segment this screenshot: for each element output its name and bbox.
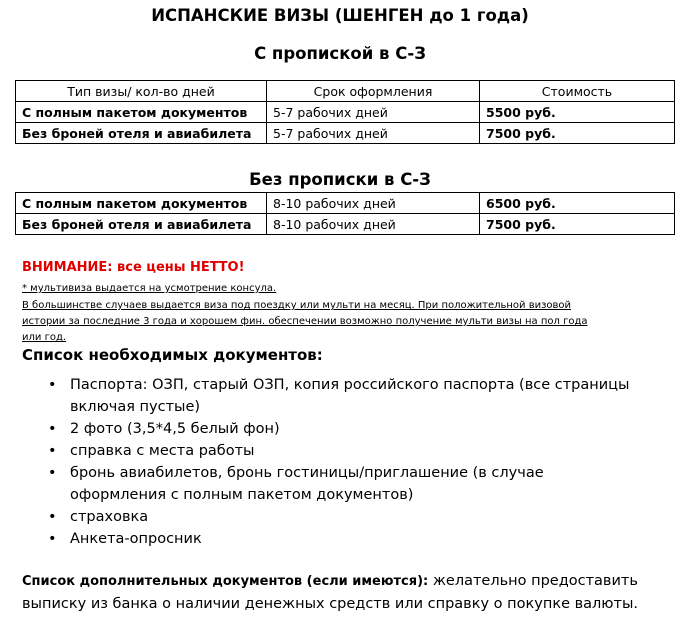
docs-heading: Список необходимых документов: [22,346,323,364]
section1-heading: С пропиской в С-З [254,44,426,63]
bullet-icon: • [48,531,57,547]
table-with-registration [15,80,675,144]
table-row [16,102,675,123]
list-item [40,528,640,550]
price-cell: 7500 руб. [480,214,675,235]
page-title: ИСПАНСКИЕ ВИЗЫ (ШЕНГЕН до 1 года) [151,6,529,25]
additional-docs-paragraph [22,570,662,615]
column-header-type: Тип визы/ кол-во дней [16,81,267,102]
list-item [40,462,640,506]
term-cell: 5-7 рабочих дней [267,123,480,144]
table-row [16,214,675,235]
list-item-text: 2 фото (3,5*4,5 белый фон) [70,421,280,437]
docs-list [40,374,640,550]
table-without-registration [15,192,675,235]
additional-docs-text: желательно предоставить выписку из банка о наличии денежных средств или справку о покупке валюты. [22,573,639,612]
list-item [40,440,640,462]
term-cell: 8-10 рабочих дней [267,214,480,235]
visa-type-cell: С полным пакетом документов [16,193,267,214]
list-item-text: страховка [70,509,149,525]
list-item-text: бронь авиабилетов, бронь гостиницы/приглашение (в случае оформления с полным пакетом документов) [70,465,544,503]
price-cell: 5500 руб. [480,102,675,123]
list-item-text: Анкета-опросник [70,531,202,547]
bullet-icon: • [48,377,57,393]
note-line: В большинстве случаев выдается виза под поездку или мульти на месяц. При положительной визовой [22,300,572,311]
column-header-price: Стоимость [480,81,675,102]
note-line: * мультивиза выдается на усмотрение консула. [22,283,277,294]
note-line: или год. [22,332,67,343]
table-row [16,193,675,214]
warning-text: ВНИМАНИЕ: все цены НЕТТО! [22,260,245,275]
term-cell: 8-10 рабочих дней [267,193,480,214]
section2-heading: Без прописки в С-З [249,170,431,189]
bullet-icon: • [48,509,57,525]
list-item [40,418,640,440]
list-item [40,374,640,418]
bullet-icon: • [48,421,57,437]
column-header-term: Срок оформления [267,81,480,102]
list-item-text: Паспорта: ОЗП, старый ОЗП, копия российского паспорта (все страницы включая пустые) [70,377,630,415]
table-row [16,123,675,144]
bullet-icon: • [48,443,57,459]
price-cell: 7500 руб. [480,123,675,144]
bullet-icon: • [48,465,57,481]
visa-type-cell: Без броней отеля и авиабилета [16,214,267,235]
visa-type-cell: Без броней отеля и авиабилета [16,123,267,144]
list-item-text: справка с места работы [70,443,255,459]
term-cell: 5-7 рабочих дней [267,102,480,123]
table-header-row [16,81,675,102]
note-line: истории за последние 3 года и хорошем фин. обеспечении возможно получение мульти визы на пол года [22,316,588,327]
visa-type-cell: С полным пакетом документов [16,102,267,123]
price-cell: 6500 руб. [480,193,675,214]
additional-docs-label: Список дополнительных документов (если имеются): [22,574,429,589]
list-item [40,506,640,528]
